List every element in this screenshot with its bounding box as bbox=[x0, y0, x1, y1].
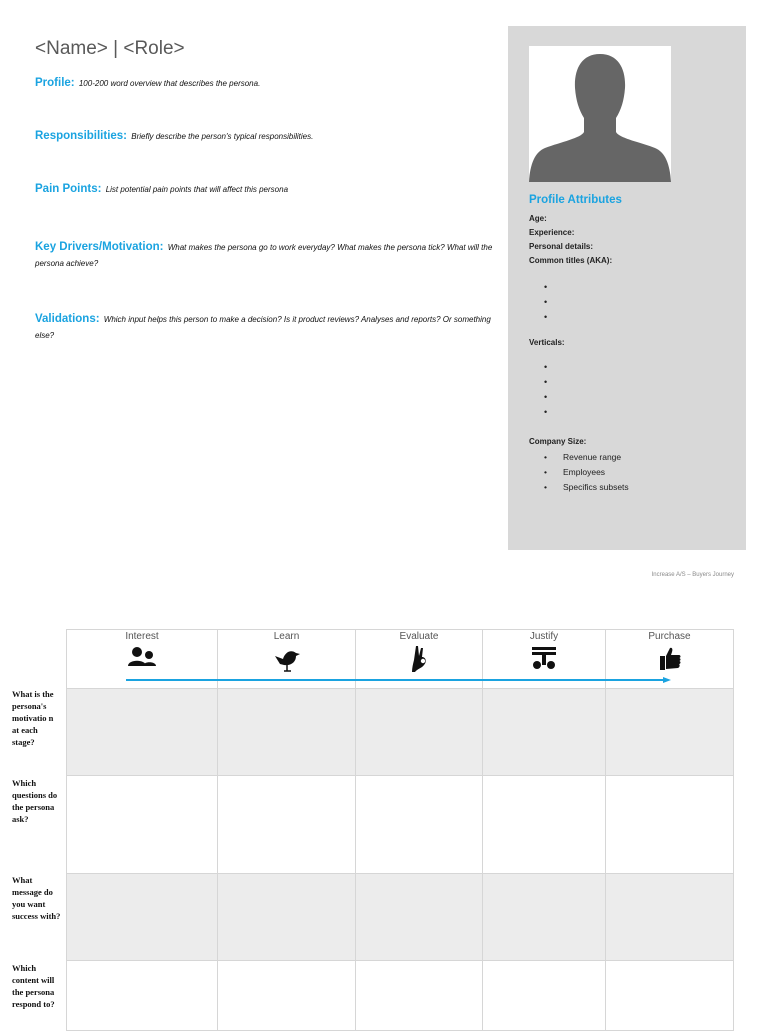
table-cell bbox=[67, 776, 218, 874]
row-label-content: Which content will the persona respond to? bbox=[12, 963, 55, 1009]
table-cell bbox=[606, 776, 734, 874]
bullet bbox=[544, 390, 547, 405]
section-text: 100-200 word overview that describes the persona. bbox=[78, 79, 261, 88]
bullet bbox=[544, 375, 547, 390]
bird-icon bbox=[271, 644, 303, 674]
table-row bbox=[67, 776, 734, 874]
verticals-label: Verticals: bbox=[529, 338, 565, 347]
stage-name: Justify bbox=[529, 631, 559, 642]
company-size-item: • Revenue range bbox=[544, 450, 629, 465]
bullet bbox=[544, 310, 547, 325]
table-cell bbox=[483, 689, 606, 776]
attribute-personal-details: Personal details: bbox=[529, 242, 594, 251]
table-cell bbox=[67, 874, 218, 961]
section-text: What makes the persona go to work everyday? What makes the persona tick? What will the persona achieve? bbox=[35, 243, 493, 268]
section-key-drivers bbox=[35, 239, 500, 272]
bullet bbox=[544, 295, 547, 310]
company-size-list bbox=[544, 450, 629, 495]
persona-photo bbox=[529, 46, 671, 182]
table-cell bbox=[218, 874, 356, 961]
people-icon bbox=[126, 644, 158, 674]
table-cell bbox=[606, 874, 734, 961]
row-label-motivation: What is the persona's motivatio n at each stage? bbox=[12, 689, 54, 747]
section-heading: Validations: bbox=[35, 313, 100, 325]
section-heading: Pain Points: bbox=[35, 183, 102, 195]
table-row bbox=[67, 961, 734, 1031]
table-cell bbox=[218, 961, 356, 1031]
stage-name: Evaluate bbox=[399, 631, 439, 642]
section-profile bbox=[35, 75, 500, 92]
attribute-age: Age: bbox=[529, 214, 547, 223]
verticals-bullets bbox=[544, 360, 547, 420]
journey-arrow bbox=[126, 677, 671, 683]
table-cell bbox=[218, 689, 356, 776]
ok-hand-icon bbox=[403, 644, 435, 674]
stage-name: Learn bbox=[273, 631, 300, 642]
table-cell bbox=[67, 689, 218, 776]
section-heading: Key Drivers/Motivation: bbox=[35, 241, 164, 253]
page-title: <Name> | <Role> bbox=[35, 38, 185, 59]
company-size-item: • Specifics subsets bbox=[544, 480, 629, 495]
attribute-experience: Experience: bbox=[529, 228, 575, 237]
section-validations bbox=[35, 311, 500, 344]
profile-attributes-panel bbox=[508, 26, 746, 550]
table-cell bbox=[356, 961, 483, 1031]
section-text: List potential pain points that will affect this persona bbox=[105, 185, 289, 194]
table-cell bbox=[483, 776, 606, 874]
company-size-label: Company Size: bbox=[529, 437, 587, 446]
table-cell bbox=[67, 961, 218, 1031]
table-row bbox=[67, 689, 734, 776]
company-size-item: • Employees bbox=[544, 465, 629, 480]
section-responsibilities bbox=[35, 128, 500, 145]
section-text: Which input helps this person to make a decision? Is it product reviews? Analyses and reports? Or something else? bbox=[35, 315, 491, 340]
buyers-journey-table bbox=[66, 629, 734, 1031]
stage-name: Interest bbox=[125, 631, 159, 642]
table-cell bbox=[606, 961, 734, 1031]
bullet bbox=[544, 280, 547, 295]
table-cell bbox=[483, 874, 606, 961]
table-cell bbox=[356, 776, 483, 874]
table-cell bbox=[483, 961, 606, 1031]
attribute-common-titles: Common titles (AKA): bbox=[529, 256, 613, 265]
table-cell bbox=[356, 689, 483, 776]
thumbs-up-icon bbox=[654, 644, 686, 674]
section-heading: Responsibilities: bbox=[35, 130, 128, 142]
section-text: Briefly describe the person's typical responsibilities. bbox=[131, 132, 314, 141]
profile-attributes-title: Profile Attributes bbox=[529, 194, 622, 206]
row-label-questions: Which questions do the persona ask? bbox=[12, 778, 58, 824]
footer-text: Increase A/S – Buyers Journey bbox=[651, 572, 734, 578]
attribute-fields bbox=[529, 211, 612, 268]
table-row bbox=[67, 874, 734, 961]
row-label-message: What message do you want success with? bbox=[12, 875, 61, 921]
section-pain-points bbox=[35, 181, 500, 198]
common-titles-bullets bbox=[544, 280, 547, 325]
table-cell bbox=[218, 776, 356, 874]
table-cell bbox=[606, 689, 734, 776]
table-cell bbox=[356, 874, 483, 961]
bullet bbox=[544, 360, 547, 375]
stage-name: Purchase bbox=[648, 631, 691, 642]
scale-icon bbox=[528, 644, 560, 674]
person-silhouette-icon bbox=[529, 46, 671, 182]
section-heading: Profile: bbox=[35, 77, 75, 89]
bullet bbox=[544, 405, 547, 420]
